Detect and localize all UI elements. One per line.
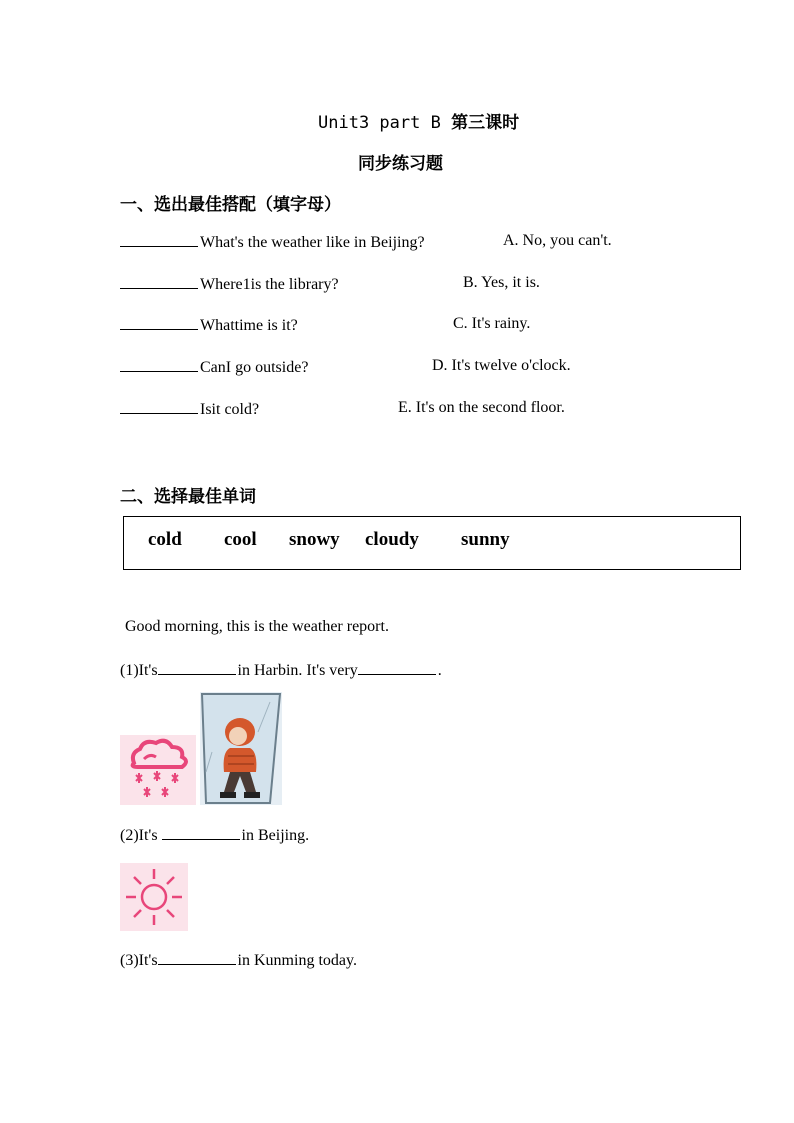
word-snowy: snowy [289,529,340,550]
answer-blank[interactable] [158,660,236,675]
answer-blank[interactable] [158,950,236,965]
answer-blank[interactable] [120,232,198,247]
question-row-2: Where1is the library? [120,274,339,294]
option-b: B. Yes, it is. [463,274,540,291]
section2-heading: 二、选择最佳单词 [120,487,256,507]
answer-blank[interactable] [358,660,436,675]
cold-person-illustration [200,692,282,805]
answer-blank[interactable] [162,825,240,840]
word-sunny: sunny [461,529,510,550]
question-row-5: Isit cold? [120,399,259,419]
question-3: (3)It's in Kunming today. [120,952,357,969]
option-d: D. It's twelve o'clock. [432,357,571,374]
question-row-1: What's the weather like in Beijing? [120,232,425,252]
option-e: E. It's on the second floor. [398,399,565,416]
page-subtitle: 同步练习题 [358,154,443,174]
answer-blank[interactable] [120,357,198,372]
report-intro: Good morning, this is the weather report. [125,618,389,635]
question-1: (1)It's in Harbin. It's very . [120,662,442,679]
word-cloudy: cloudy [365,529,419,550]
word-cold: cold [148,529,182,550]
answer-blank[interactable] [120,315,198,330]
question-row-3: Whattime is it? [120,315,298,335]
section1-heading: 一、选出最佳搭配（填字母） [120,195,341,215]
word-bank [123,516,741,570]
page-title: Unit3 part B 第三课时 [318,113,520,133]
option-a: A. No, you can't. [503,232,612,249]
question-2: (2)It's in Beijing. [120,827,310,844]
snowy-cloud-icon [120,735,196,805]
word-cool: cool [224,529,257,550]
option-c: C. It's rainy. [453,315,531,332]
answer-blank[interactable] [120,274,198,289]
sun-icon [120,863,188,931]
question-row-4: CanI go outside? [120,357,308,377]
answer-blank[interactable] [120,399,198,414]
